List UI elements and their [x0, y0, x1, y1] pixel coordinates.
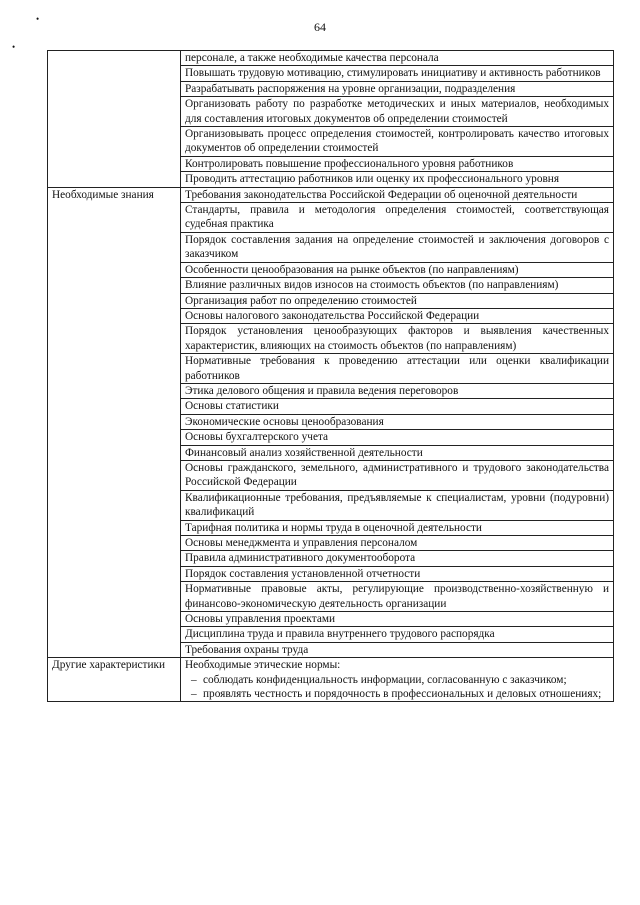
table-body	[48, 51, 614, 702]
section-label: Необходимые знания	[48, 187, 181, 658]
scan-mark: •	[36, 14, 40, 24]
section-label: Другие характеристики	[48, 658, 181, 702]
list-item: – проявлять честность и порядочность в профессиональных и деловых отношениях;	[185, 687, 609, 701]
requirement-item: Повышать трудовую мотивацию, стимулировать инициативу и активность работников	[181, 66, 614, 81]
requirement-item: Требования законодательства Российской Федерации об оценочной деятельности	[181, 187, 614, 202]
ethics-list	[185, 673, 609, 702]
list-item: – соблюдать конфиденциальность информации, согласованную с заказчиком;	[185, 673, 609, 687]
requirement-item: Основы налогового законодательства Российской Федерации	[181, 308, 614, 323]
requirement-item: Особенности ценообразования на рынке объектов (по направлениям)	[181, 262, 614, 277]
requirement-item: Квалификационные требования, предъявляемые к специалистам, уровни (подуровни) квалификаций	[181, 490, 614, 520]
requirement-item: Требования охраны труда	[181, 642, 614, 657]
section-label	[48, 51, 181, 188]
requirement-item: Правила административного документооборота	[181, 551, 614, 566]
requirement-item: Нормативные требования к проведению аттестации или оценки квалификации работников	[181, 354, 614, 384]
requirement-item: Проводить аттестацию работников или оценку их профессионального уровня	[181, 172, 614, 187]
requirement-item: Разрабатывать распоряжения на уровне организации, подразделения	[181, 81, 614, 96]
requirement-item: Дисциплина труда и правила внутреннего трудового распорядка	[181, 627, 614, 642]
table-row	[48, 51, 614, 66]
requirement-item: Основы менеджмента и управления персоналом	[181, 536, 614, 551]
requirement-item: Тарифная политика и нормы труда в оценочной деятельности	[181, 520, 614, 535]
requirement-item: Контролировать повышение профессионального уровня работников	[181, 156, 614, 171]
scan-mark: •	[12, 42, 16, 52]
requirement-item: персонале, а также необходимые качества персонала	[181, 51, 614, 66]
requirement-item: Организовывать процесс определения стоимостей, контролировать качество итоговых документов об определении стоимостей	[181, 127, 614, 157]
requirement-item: Стандарты, правила и методология определения стоимостей, соответствующая судебная практика	[181, 203, 614, 233]
requirement-item: Влияние различных видов износов на стоимость объектов (по направлениям)	[181, 278, 614, 293]
requirement-item: Экономические основы ценообразования	[181, 414, 614, 429]
requirement-item: Основы бухгалтерского учета	[181, 430, 614, 445]
ethics-intro: Необходимые этические нормы:	[185, 659, 341, 672]
requirement-item: Организация работ по определению стоимостей	[181, 293, 614, 308]
page-number: 64	[314, 20, 326, 34]
table-row	[48, 658, 614, 702]
requirement-item: Финансовый анализ хозяйственной деятельности	[181, 445, 614, 460]
requirement-item: Основы управления проектами	[181, 612, 614, 627]
requirement-item: Порядок составления задания на определение стоимостей и заключения договоров с заказчиком	[181, 232, 614, 262]
requirement-item: Порядок установления ценообразующих факторов и выявления качественных характеристик, влияющих на стоимость объектов (по направлениям)	[181, 324, 614, 354]
requirement-item: Этика делового общения и правила ведения переговоров	[181, 383, 614, 398]
requirement-item: Организовать работу по разработке методических и иных материалов, необходимых для составления итоговых документов об определении стоимостей	[181, 97, 614, 127]
requirement-item: Порядок составления установленной отчетности	[181, 566, 614, 581]
requirement-item: Основы статистики	[181, 399, 614, 414]
requirement-item: Нормативные правовые акты, регулирующие производственно-хозяйственную и финансово-экономическую деятельность организации	[181, 582, 614, 612]
table-row	[48, 187, 614, 202]
requirement-item: Основы гражданского, земельного, административного и трудового законодательства Российской Федерации	[181, 460, 614, 490]
other-characteristics-cell	[181, 658, 614, 702]
requirements-table	[47, 50, 614, 702]
